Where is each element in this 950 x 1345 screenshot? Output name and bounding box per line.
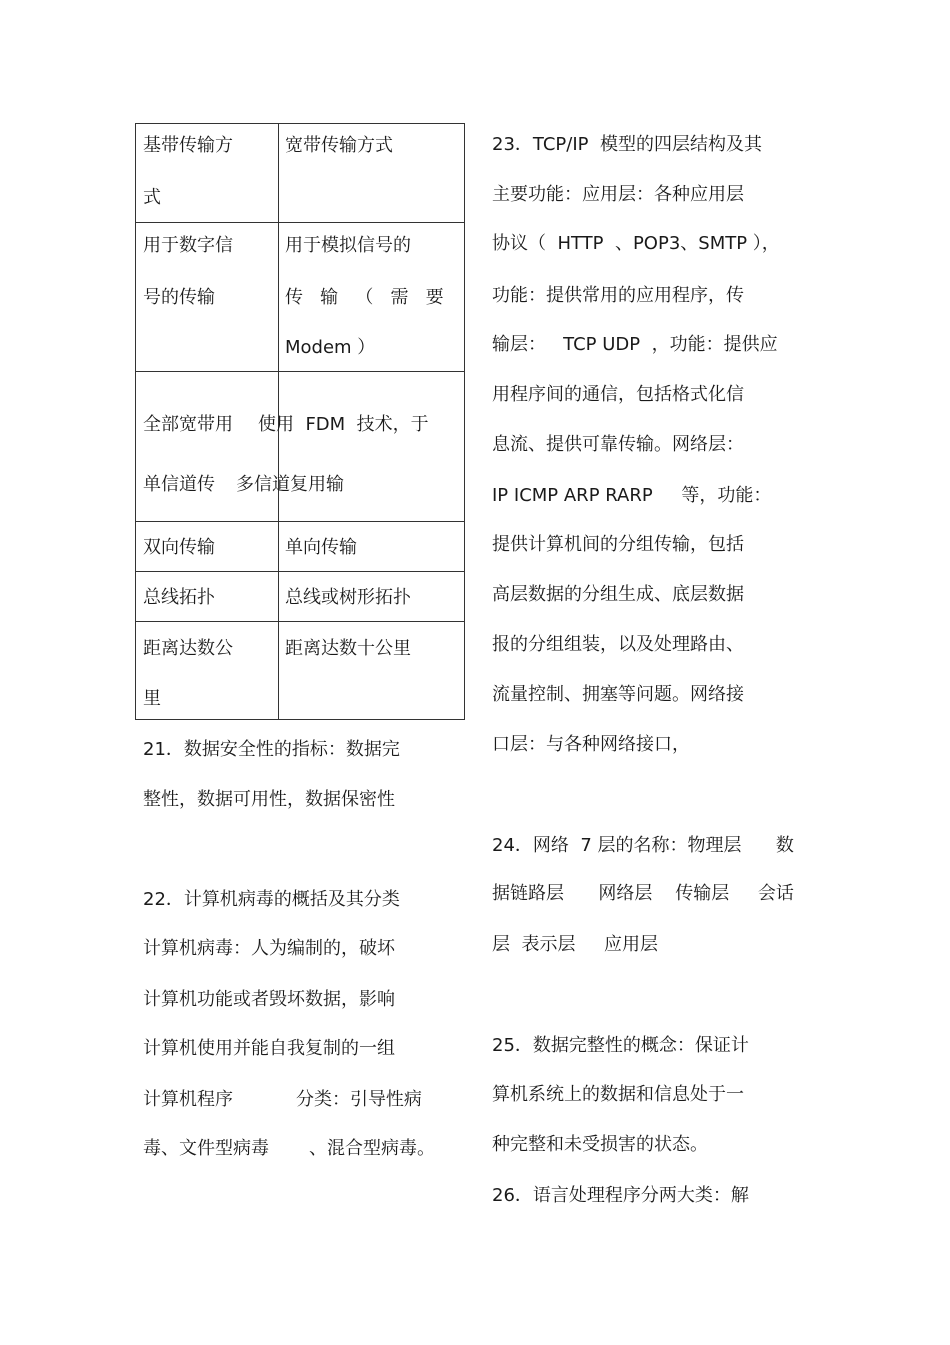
text-line: 21．数据安全性的指标：数据完 <box>143 739 400 760</box>
text-line: 高层数据的分组生成、底层数据 <box>492 584 744 605</box>
text-line: 算机系统上的数据和信息处于一 <box>492 1084 744 1105</box>
table-cell: 传 输 （ 需 要 <box>285 287 444 308</box>
table-cell: 单信道传 <box>143 474 215 495</box>
row-divider <box>136 371 464 372</box>
text-line: 输层： TCP UDP ，功能：提供应 <box>492 334 778 355</box>
table-cell: 号的传输 <box>143 287 215 308</box>
table-cell: 使用 FDM 技术，于 <box>258 414 429 435</box>
table-cell: Modem ） <box>285 337 376 358</box>
text-line: 息流、提供可靠传输。网络层： <box>492 434 744 455</box>
text-line: 种完整和未受损害的状态。 <box>492 1134 708 1155</box>
table-cell: 式 <box>143 187 161 208</box>
table-cell: 距离达数公 <box>143 638 233 659</box>
text-line: 提供计算机间的分组传输，包括 <box>492 534 744 555</box>
text-line: 协议（ HTTP 、POP3、SMTP ）， <box>492 233 780 254</box>
table-cell: 总线拓扑 <box>143 587 215 608</box>
table-cell: 用于模拟信号的 <box>285 235 411 256</box>
text-line: 层 表示层 应用层 <box>492 934 659 955</box>
text-line: 25．数据完整性的概念：保证计 <box>492 1035 749 1056</box>
text-line: 计算机程序 分类：引导性病 <box>143 1089 422 1110</box>
text-line: 功能：提供常用的应用程序，传 <box>492 285 744 306</box>
table-cell: 单向传输 <box>285 537 357 558</box>
row-divider <box>136 222 464 223</box>
comparison-table <box>135 123 465 720</box>
table-cell: 总线或树形拓扑 <box>285 587 411 608</box>
text-line: IP ICMP ARP RARP 等，功能： <box>492 485 772 506</box>
text-line: 26．语言处理程序分两大类：解 <box>492 1185 749 1206</box>
text-line: 22．计算机病毒的概括及其分类 <box>143 889 400 910</box>
text-line: 用程序间的通信，包括格式化信 <box>492 384 744 405</box>
row-divider <box>136 571 464 572</box>
table-cell: 多信道复用输 <box>236 474 344 495</box>
table-cell: 双向传输 <box>143 537 215 558</box>
table-cell: 基带传输方 <box>143 135 233 156</box>
text-line: 口层：与各种网络接口， <box>492 734 690 755</box>
row-divider <box>136 621 464 622</box>
text-line: 据链路层 网络层 传输层 会话 <box>492 883 794 904</box>
text-line: 毒、文件型病毒 、混合型病毒。 <box>143 1138 436 1159</box>
table-cell: 宽带传输方式 <box>285 135 393 156</box>
text-line: 计算机病毒：人为编制的，破坏 <box>143 938 395 959</box>
table-cell: 里 <box>143 688 161 709</box>
text-line: 计算机使用并能自我复制的一组 <box>143 1038 395 1059</box>
text-line: 24．网络 7 层的名称：物理层 数 <box>492 835 794 856</box>
text-line: 主要功能：应用层：各种应用层 <box>492 184 744 205</box>
text-line: 计算机功能或者毁坏数据，影响 <box>143 989 395 1010</box>
table-cell: 距离达数十公里 <box>285 638 411 659</box>
row-divider <box>136 521 464 522</box>
table-cell: 用于数字信 <box>143 235 233 256</box>
text-line: 整性，数据可用性，数据保密性 <box>143 789 395 810</box>
text-line: 23．TCP/IP 模型的四层结构及其 <box>492 134 762 155</box>
text-line: 报的分组组装，以及处理路由、 <box>492 634 744 655</box>
text-line: 流量控制、拥塞等问题。网络接 <box>492 684 744 705</box>
table-cell: 全部宽带用 <box>143 414 233 435</box>
